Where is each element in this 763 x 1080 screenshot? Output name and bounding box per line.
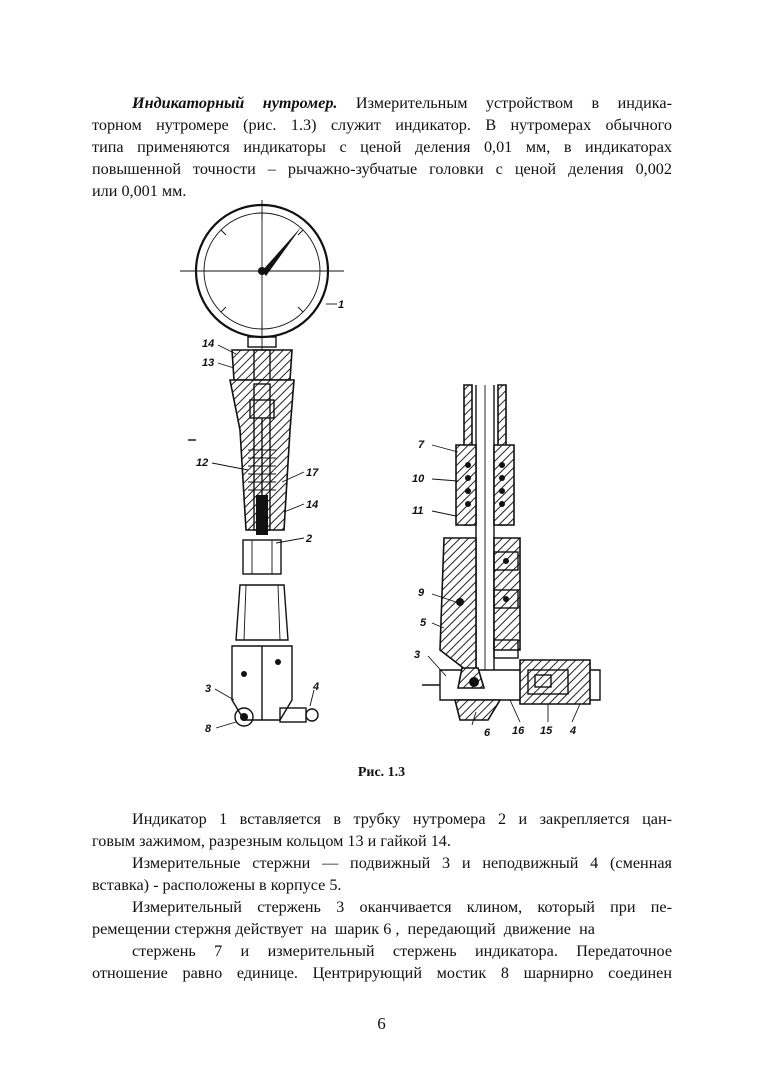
right-label-6: 6 [484, 727, 491, 739]
right-section-drawing [412, 385, 600, 739]
right-label-9: 9 [418, 587, 425, 599]
intro-line-5: или 0,001 мм. [92, 182, 187, 200]
body-line-1: Индикатор 1 вставляется в трубку нутромера 2 и закрепляется цан- [132, 810, 672, 828]
intro-line-2: торном нутромере (рис. 1.3) служит индикатор. В нутромерах обычного [92, 116, 672, 134]
intro-line-3: типа применяются индикаторы с ценой деления 0,01 мм, в индикаторах [92, 138, 672, 156]
left-label-14b: 14 [306, 499, 319, 511]
left-label-4: 4 [313, 681, 320, 693]
body-line-6: ремещении стержня действует на шарик 6 , передающий движение на [92, 920, 595, 938]
body-line-2: говым зажимом, разрезным кольцом 13 и гайкой 14. [92, 832, 451, 850]
right-label-15: 15 [540, 725, 553, 737]
section-heading: Индикаторный нутромер. [132, 94, 338, 112]
body-line-3: Измерительные стержни — подвижный 3 и неподвижный 4 (сменная [132, 854, 672, 872]
right-label-11: 11 [412, 505, 424, 517]
left-label-14a: 14 [202, 338, 215, 350]
intro-line-4: повышенной точности – рычажно-зубчатые головки с ценой деления 0,002 [92, 160, 672, 178]
right-label-3: 3 [414, 649, 421, 661]
left-label-3: 3 [205, 683, 212, 695]
body-line-4: вставка) - расположены в корпусе 5. [92, 876, 342, 894]
dial-needle [262, 226, 302, 276]
right-label-10: 10 [412, 473, 425, 485]
intro-paragraph [92, 92, 672, 202]
right-label-5: 5 [420, 617, 427, 629]
figure-caption: Рис. 1.3 [357, 765, 406, 780]
left-label-1: 1 [338, 299, 345, 311]
intro-line-1: Индикаторный нутромер. Измерительным устройством в индика- [132, 94, 672, 112]
figure-drawing [0, 200, 763, 760]
page-number: 6 [377, 1014, 386, 1033]
body-paragraph [92, 808, 672, 984]
right-label-16: 16 [512, 725, 525, 737]
body-line-7: стержень 7 и измерительный стержень индикатора. Передаточное [132, 942, 672, 960]
left-label-8: 8 [205, 723, 212, 735]
left-label-12: 12 [196, 457, 209, 469]
left-gauge-drawing [180, 200, 344, 735]
body-line-5: Измерительный стержень 3 оканчивается клином, который при пе- [132, 898, 672, 916]
left-label-17: 17 [306, 467, 319, 479]
right-label-4: 4 [570, 725, 577, 737]
left-label-2: 2 [306, 533, 313, 545]
left-label-13: 13 [202, 357, 215, 369]
right-label-7: 7 [418, 439, 425, 451]
body-line-8: отношение равно единице. Центрирующий мостик 8 шарнирно соединен [92, 964, 672, 982]
